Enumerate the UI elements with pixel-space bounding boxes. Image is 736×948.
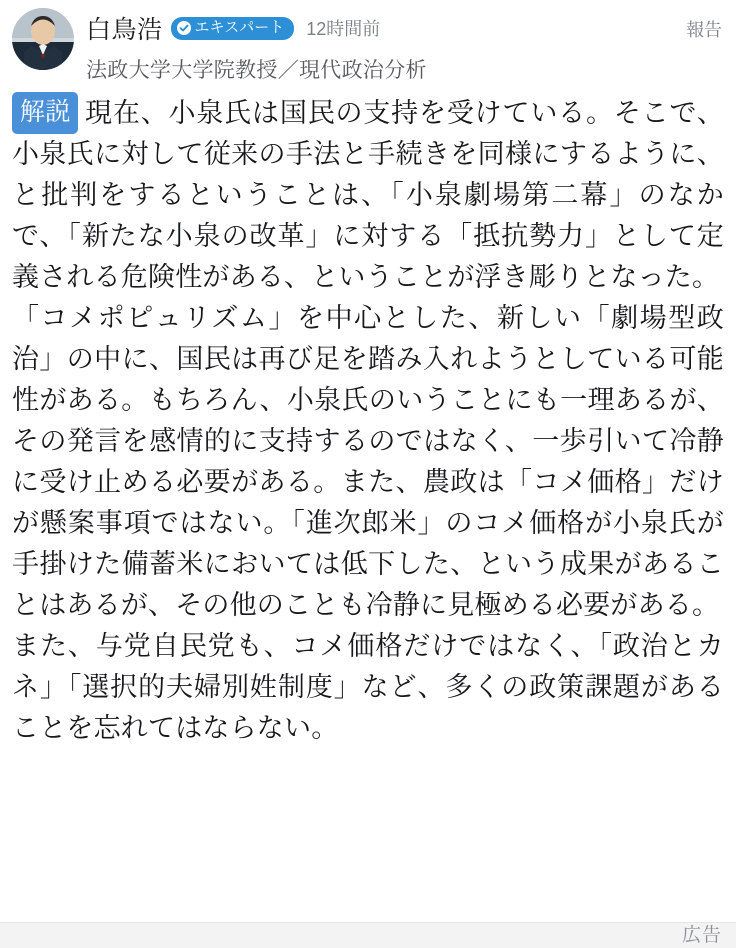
kaisetsu-tag: 解説 [12,92,78,134]
ad-label: 広告 [681,925,722,946]
name-row [86,10,380,46]
comment-paragraph-1-text: 現在、小泉氏は国民の支持を受けている。そこで、小泉氏に対して従来の手法と手続きを同様にするように、と批判をするということは、「小泉劇場第二幕」のなかで、「新たな小泉の改革」に対する「抵抗勢力」として定義される危険性がある、ということが浮き彫りとなった。 [12,98,724,293]
header-text [86,8,722,84]
author-name[interactable]: 白鳥浩 [86,16,163,44]
timestamp: 12時間前 [306,19,381,39]
expert-badge-label: エキスパート [194,18,285,36]
comment-paragraph-2: 「コメポピュリズム」を中心とした、新しい「劇場型政治」の中に、国民は再び足を踏み入れようとしている可能性がある。もちろん、小泉氏のいうことにも一理あるが、その発言を感情的に支持するのではなく、一歩引いて冷静に受け止める必要がある。また、農政は「コメ価格」だけが懸案事項ではない。「進次郎米」のコメ価格が小泉氏が手掛けた備蓄米においては低下した、という成果があることはあるが、その他のことも冷静に見極める必要がある。 [12,303,724,621]
verified-check-icon [177,21,191,35]
expert-header [0,0,736,90]
ad-strip [0,922,736,948]
comment-paragraph-3: また、与党自民党も、コメ価格だけではなく、「政治とカネ」「選択的夫婦別姓制度」など、多くの政策課題があることを忘れてはならない。 [12,631,724,744]
comment-body [0,90,736,750]
report-button[interactable]: 報告 [686,20,722,40]
name-line [86,10,722,46]
author-title: 法政大学大学院教授／現代政治分析 [86,59,427,82]
avatar[interactable] [12,8,74,70]
comment-paragraph-1 [12,92,724,298]
expert-badge[interactable] [171,17,295,40]
